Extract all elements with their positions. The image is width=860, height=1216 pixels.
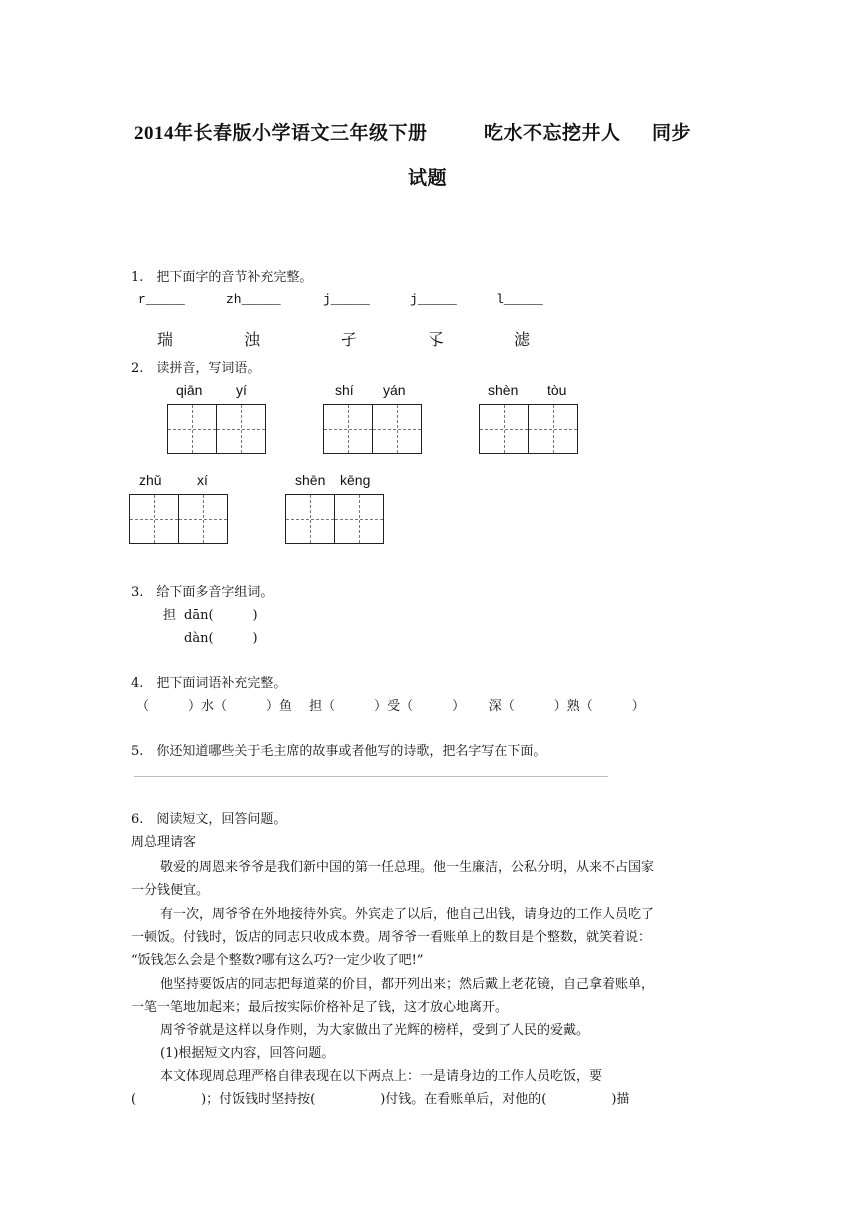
passage-title: 周总理请客 (131, 835, 197, 850)
q1-char: 孑 (341, 330, 358, 349)
grid-cell[interactable] (373, 405, 421, 453)
q1-label: 1. 把下面字的音节补充完整。 (131, 270, 313, 285)
passage-text: 有一次，周爷爷在外地接待外宾。外宾走了以后，他自己出钱，请身边的工作人员吃了 (160, 907, 655, 922)
passage-text: 一笔一笔地加起来；最后按实际价格补足了钱，这才放心地离开。 (131, 1000, 509, 1015)
q4-blanks-line[interactable]: （ ）水（ ）鱼 担（ ）受（ ） 深（ ）熟（ ） (136, 699, 645, 714)
q2-pinyin: shí (335, 382, 354, 398)
q1-syllable: j_____ (323, 292, 370, 307)
q1-syllable: r_____ (138, 292, 185, 307)
page-title-line2: 试题 (408, 168, 448, 189)
q2-pinyin: xí (197, 472, 208, 488)
q1-char: 孓 (428, 330, 445, 349)
q2-writing-grid[interactable] (129, 494, 228, 544)
grid-cell[interactable] (168, 405, 217, 453)
grid-cell[interactable] (480, 405, 529, 453)
grid-cell[interactable] (130, 495, 179, 543)
q3-reading-2[interactable]: dàn( ) (184, 631, 258, 646)
q6-subquestion-1: (1)根据短文内容，回答问题。 (160, 1046, 335, 1061)
grid-cell[interactable] (335, 495, 383, 543)
page-title-line1-a: 2014年长春版小学语文三年级下册 (134, 123, 428, 144)
q6-label: 6. 阅读短文，回答问题。 (131, 812, 287, 827)
q2-writing-grid[interactable] (167, 404, 266, 454)
page-title-line1-c: 同步 (652, 123, 692, 144)
q5-answer-line[interactable] (134, 776, 608, 777)
q2-pinyin: kēng (340, 472, 371, 488)
q2-pinyin: shēn (295, 472, 326, 488)
grid-cell[interactable] (324, 405, 373, 453)
grid-cell[interactable] (179, 495, 227, 543)
q1-syllable: zh_____ (226, 292, 281, 307)
grid-cell[interactable] (286, 495, 335, 543)
grid-cell[interactable] (529, 405, 577, 453)
q5-label: 5. 你还知道哪些关于毛主席的故事或者他写的诗歌，把名字写在下面。 (131, 744, 547, 759)
q2-writing-grid[interactable] (323, 404, 422, 454)
q3-char: 担 (163, 608, 177, 623)
q2-label: 2. 读拼音，写词语。 (131, 361, 261, 376)
q6-subquestion-text: 本文体现周总理严格自律表现在以下两点上：一是请身边的工作人员吃饭，要 (160, 1069, 603, 1084)
q3-reading-1[interactable]: dān( ) (184, 608, 258, 623)
passage-text: 一顿饭。付钱时，饭店的同志只收成本费。周爷爷一看账单上的数目是个整数，就笑着说： (131, 930, 652, 945)
passage-text: 周爷爷就是这样以身作则，为大家做出了光辉的榜样，受到了人民的爱戴。 (160, 1023, 590, 1038)
q2-pinyin: tòu (547, 382, 567, 398)
passage-text: “饭钱怎么会是个整数?哪有这么巧?一定少收了吧!” (131, 953, 424, 968)
q1-syllable: j_____ (410, 292, 457, 307)
q2-pinyin: yán (383, 382, 406, 398)
q1-char: 浊 (244, 330, 261, 349)
q1-char: 瑞 (157, 330, 174, 349)
passage-text: 他坚持要饭店的同志把每道菜的价目，都开列出来；然后戴上老花镜，自己拿着账单， (160, 977, 655, 992)
q6-subquestion-blanks[interactable]: ( )；付饭钱时坚持按( )付钱。在看账单后，对他的( )描 (131, 1092, 630, 1107)
q2-pinyin: shèn (488, 382, 519, 398)
page-title-line1-b: 吃水不忘挖井人 (484, 123, 621, 144)
grid-cell[interactable] (217, 405, 265, 453)
q1-syllable: l_____ (496, 292, 543, 307)
q2-pinyin: qiān (176, 382, 203, 398)
q2-writing-grid[interactable] (479, 404, 578, 454)
passage-text: 一分钱便宜。 (131, 883, 210, 898)
q3-label: 3. 给下面多音字组词。 (131, 585, 274, 600)
q2-writing-grid[interactable] (285, 494, 384, 544)
passage-text: 敬爱的周恩来爷爷是我们新中国的第一任总理。他一生廉洁，公私分明，从来不占国家 (160, 860, 655, 875)
q1-char: 滤 (514, 330, 531, 349)
q2-pinyin: yí (236, 382, 247, 398)
q4-label: 4. 把下面词语补充完整。 (131, 676, 287, 691)
q2-pinyin: zhǔ (139, 472, 162, 488)
